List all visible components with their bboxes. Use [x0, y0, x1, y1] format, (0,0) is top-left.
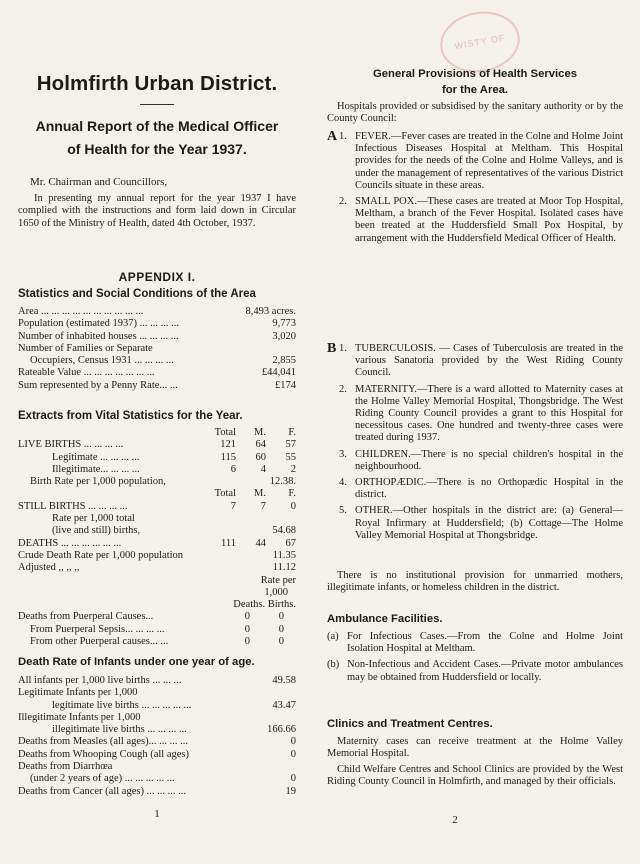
library-stamp: WISTY OF — [435, 6, 524, 79]
list-item: Rateable Value ... ... ... ... ... ... ... £44,041 — [18, 367, 296, 379]
salutation: Mr. Chairman and Councillors, — [30, 176, 168, 188]
intro-paragraph: In presenting my annual report for the year 1937 I have complied with the instructions and form laid down in Circular 1650 of the Ministry of Health, dated 4th October, 1937. — [18, 193, 296, 229]
list-item: Sum represented by a Penny Rate... ... £174 — [18, 379, 296, 391]
table-row: Deaths from Puerperal Causes... 0 0 — [18, 611, 284, 623]
section-a — [327, 131, 623, 245]
table-row: From Puerperal Sepsis... ... ... ... 0 0 — [30, 623, 284, 635]
appendix-heading: APPENDIX I. — [118, 270, 196, 284]
rate-header: 1,000 — [264, 586, 288, 598]
no-provision-paragraph: There is no institutional provision for unmarried mothers, illegitimate infants, or homeless children in the district. — [327, 570, 623, 594]
services-heading-2: for the Area. — [441, 84, 509, 96]
page-number-left: 1 — [154, 808, 160, 820]
services-heading-1: General Provisions of Health Services — [372, 68, 578, 80]
list-item: 2. SMALL POX.—These cases are treated at Moor Top Hospital, Meltham, a branch of the Fever Hospital. Isolated cases have been treated at the Huddersfield Small Pox Hospital, by arrangement with the Huddersfield Medical Officer of Health. — [339, 196, 623, 244]
table-row: STILL BIRTHS ... ... ... ... 7 7 0 — [18, 500, 296, 512]
list-item: Number of inhabited houses ... ... ... ... 3,020 — [18, 330, 296, 342]
list-item: 4. ORTHOPÆDIC.—There is no Orthopædic Hospital in the district. — [339, 477, 623, 501]
report-subtitle-line-1: Annual Report of the Medical Officer — [35, 118, 279, 134]
list-item: Deaths from Cancer (all ages) ... ... ... ... 19 — [18, 785, 296, 797]
table-row: Birth Rate per 1,000 population, 12.38. — [30, 476, 296, 488]
list-item: Deaths from Whooping Cough (all ages) 0 — [18, 748, 296, 760]
rate-header: Rate per — [260, 574, 296, 586]
list-item: (under 2 years of age) ... ... ... ... ... 0 — [30, 773, 296, 785]
ambulance-list — [327, 631, 623, 684]
vital-header: Total M. F. — [214, 427, 296, 438]
table-row: LIVE BIRTHS ... ... ... ... 121 64 57 — [18, 439, 296, 451]
list-item: (a) For Infectious Cases.—From the Colne and Holme Joint Isolation Hospital at Meltham. — [327, 631, 623, 655]
list-item: 3. CHILDREN.—There is no special children's hospital in the neighbourhood. — [339, 448, 623, 472]
table-row: DEATHS ... ... ... ... ... ... 111 44 67 — [18, 537, 296, 549]
list-item: Deaths from Measles (all ages)... ... ... ... 0 — [18, 736, 296, 748]
vital-stats-block — [18, 427, 296, 648]
list-item: B 1. TUBERCULOSIS. — Cases of Tuberculosis are treated in the various Sanatoria provided by the West Riding County Council. — [327, 341, 623, 379]
list-item: legitimate live births ... ... ... ... ... 43.47 — [52, 699, 296, 711]
list-item: Population (estimated 1937) ... ... ... ... 9,773 — [18, 318, 296, 330]
list-item: Area ... ... ... ... ... ... ... ... ... ... 8,493 acres. — [18, 306, 296, 317]
list-item: All infants per 1,000 live births ... ... ... 49.58 — [18, 675, 296, 686]
table-row: Crude Death Rate per 1,000 population 11.35 — [18, 549, 296, 561]
ambulance-heading: Ambulance Facilities. — [327, 613, 443, 625]
stats-heading: Statistics and Social Conditions of the Area — [18, 288, 256, 300]
list-item: Number of Families or Separate — [18, 342, 153, 354]
list-item: A 1. FEVER.—Fever cases are treated in the Colne and Holme Joint Infectious Diseases Hospital at Meltham. This Hospital provides for the needs of the Colne and Holme Valleys, and is under the management of representatives of the various District Councils situate in these areas. — [327, 129, 623, 191]
infant-heading: Death Rate of Infants under one year of age. — [18, 656, 255, 668]
table-row: (live and still) births, 54.68 — [52, 525, 296, 537]
page-number-right: 2 — [452, 814, 458, 826]
stats-list — [18, 306, 296, 392]
table-row: Adjusted ,, ,, ,, 11.12 — [18, 562, 296, 574]
rate-header: Deaths. Births. — [233, 599, 296, 611]
infant-list — [18, 675, 296, 798]
clinics-heading: Clinics and Treatment Centres. — [327, 718, 493, 730]
table-row: Legitimate ... ... ... ... 115 60 55 — [52, 451, 296, 463]
table-row: Rate per 1,000 total — [52, 513, 135, 525]
section-b — [327, 343, 623, 542]
table-row: Illegitimate... ... ... ... 6 4 2 — [52, 463, 296, 475]
report-subtitle-line-2: of Health for the Year 1937. — [67, 141, 247, 157]
table-row: From other Puerperal causes... ... 0 0 — [30, 636, 284, 648]
vital-stats-heading: Extracts from Vital Statistics for the Year. — [18, 410, 243, 422]
vital-header: Total M. F. — [214, 488, 296, 500]
list-item: 2. MATERNITY.—There is a ward allotted to Maternity cases at the Holme Valley Memorial Hospital, Thongsbridge. The West Riding County Council provides a grant to this Hospital for necessitous cases. One hundred and twenty-three cases were treated during 1937. — [339, 383, 623, 444]
list-item: 5. OTHER.—Other hospitals in the district are: (a) General—Royal Infirmary at Huddersfield; (b) Cottage—The Holme Valley Memorial Hospital at Thongsbridge. — [339, 505, 623, 541]
list-item: Legitimate Infants per 1,000 — [18, 687, 138, 699]
list-item: Occupiers, Census 1931 ... ... ... ... 2,855 — [30, 355, 296, 367]
document-title: Holmfirth Urban District. — [36, 72, 278, 95]
clinics-paragraph-1: Maternity cases can receive treatment at the Holme Valley Memorial Hospital. — [327, 736, 623, 760]
services-intro: Hospitals provided or subsidised by the sanitary authority or by the County Council: — [327, 101, 623, 125]
list-item: Illegitimate Infants per 1,000 — [18, 711, 141, 723]
list-item: (b) Non-Infectious and Accident Cases.—Private motor ambulances may be obtained from Huddersfield or locally. — [327, 659, 623, 683]
list-item: Deaths from Diarrhœa — [18, 761, 113, 773]
title-rule — [140, 104, 174, 105]
list-item: illegitimate live births ... ... ... ... 166.66 — [52, 724, 296, 736]
clinics-paragraph-2: Child Welfare Centres and School Clinics are provided by the West Riding County Council in Holmfirth, and managed by their officials. — [327, 764, 623, 788]
